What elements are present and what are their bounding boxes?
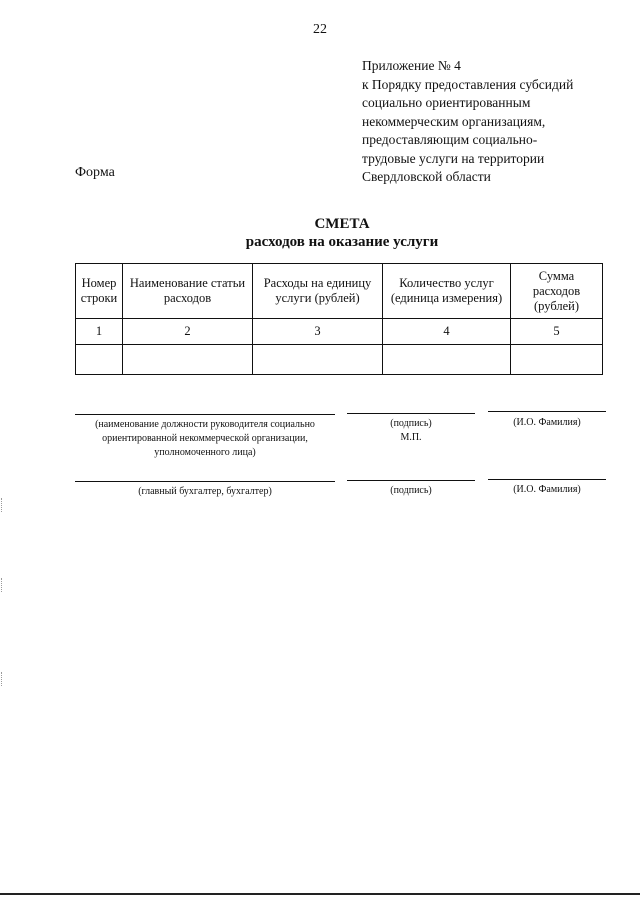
estimate-table [75,263,603,375]
appendix-line: трудовые услуги на территории [362,150,545,166]
table-header-row [76,264,603,319]
appendix-line: предоставляющим социально- [362,132,538,147]
name-line [488,411,606,412]
stamp-caption: М.П. [400,432,422,443]
table-cell [383,345,511,375]
accountant-signature-line [75,481,335,482]
header-row-number: Номер строки [76,264,123,319]
name-line [488,479,606,480]
appendix-line: социально ориентированным [362,95,531,110]
header-cost-per-unit: Расходы на единицу услуги (рублей) [253,264,383,319]
position-caption: (наименование должности руководителя социально ориентированной некоммерческой организации, уполномоченного лица) [95,419,315,458]
header-service-quantity: Количество услуг (единица измерения) [383,264,511,319]
scan-edge-mark [1,578,4,592]
title-line-1: СМЕТА [314,216,370,232]
accountant-caption: (главный бухгалтер, бухгалтер) [138,486,272,497]
table-cell [123,345,253,375]
signature-caption: (подпись) [390,485,432,496]
scan-edge-mark [1,672,4,686]
column-number: 2 [123,319,253,345]
form-label: Форма [75,165,115,180]
document-title [0,215,640,251]
page-number: 22 [313,22,327,37]
table-cell [253,345,383,375]
table-cell [511,345,603,375]
title-line-2: расходов на оказание услуги [245,234,439,250]
appendix-header [362,57,632,187]
header-total-expenses: Сумма расходов (рублей) [511,264,603,319]
column-number: 3 [253,319,383,345]
table-row [76,345,603,375]
signature-line [347,480,475,481]
name-caption: (И.О. Фамилия) [513,484,581,495]
appendix-line: Приложение № 4 [362,58,461,73]
appendix-line: Свердловской области [362,169,491,184]
page-bottom-edge [0,893,640,895]
signature-caption: (подпись) [390,418,432,429]
column-number-row [76,319,603,345]
appendix-line: некоммерческим организациям, [362,113,546,129]
header-expense-item: Наименование статьи расходов [123,264,253,319]
signature-line [347,413,475,414]
table-cell [76,345,123,375]
name-caption: (И.О. Фамилия) [513,417,581,428]
column-number: 1 [76,319,123,345]
column-number: 4 [383,319,511,345]
position-signature-line [75,414,335,415]
scan-edge-mark [1,498,4,512]
appendix-line: к Порядку предоставления субсидий [362,76,574,92]
column-number: 5 [511,319,603,345]
